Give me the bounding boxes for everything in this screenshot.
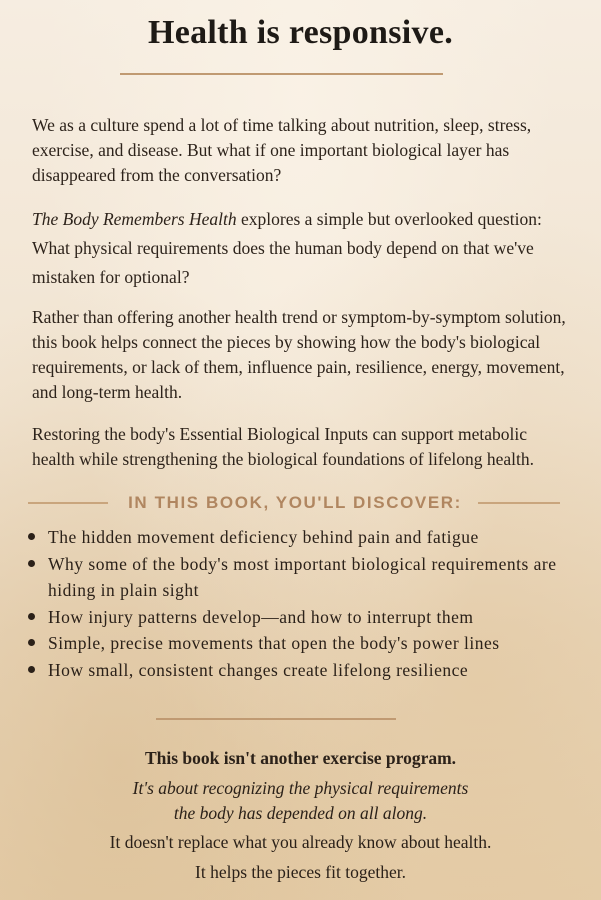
bullet-icon	[28, 560, 35, 567]
discover-list	[26, 524, 576, 683]
title-divider	[120, 73, 443, 75]
bullet-icon	[28, 533, 35, 540]
bullet-icon	[28, 639, 35, 646]
discover-divider-right	[478, 502, 560, 504]
list-item-text: Simple, precise movements that open the body's power lines	[48, 633, 500, 653]
book-title: The Body Remembers Health	[32, 209, 237, 229]
list-item	[26, 657, 576, 684]
closing-divider	[156, 718, 396, 720]
inputs-paragraph: Restoring the body's Essential Biological Inputs can support metabolic health while strengthening the biological foundations of lifelong health.	[32, 424, 535, 469]
closing-statement: This book isn't another exercise program.	[144, 748, 457, 768]
approach-paragraph: Rather than offering another health trend or symptom-by-symptom solution, this book helps connect the pieces by showing how the body's biological requirements, or lack of them, influence pain, resilience, energy, movement, and long-term health.	[32, 307, 566, 402]
closing-italic-line1: It's about recognizing the physical requirements	[132, 778, 469, 798]
intro-paragraph: We as a culture spend a lot of time talking about nutrition, sleep, stress, exercise, and disease. But what if one important biological layer has disappeared from the conversation?	[32, 115, 532, 185]
list-item	[26, 551, 576, 604]
book-question-paragraph	[32, 205, 572, 292]
list-item	[26, 630, 576, 657]
closing-final-line: It helps the pieces fit together.	[195, 862, 406, 882]
book-question-text: explores a simple but overlooked question: What physical requirements does the human body depend on that we've mistaken for optional?	[32, 209, 542, 287]
closing-italic	[0, 776, 601, 826]
page-title: Health is responsive.	[147, 14, 454, 51]
list-item-text: How injury patterns develop—and how to interrupt them	[48, 606, 474, 627]
discover-divider-left	[28, 502, 108, 504]
closing-italic-line2: the body has depended on all along.	[173, 803, 428, 823]
bullet-icon	[28, 666, 35, 673]
discover-header	[28, 490, 560, 516]
closing-line: It doesn't replace what you already know about health.	[109, 832, 492, 852]
list-item-text: Why some of the body's most important biological requirements are hiding in plain sight	[48, 553, 557, 600]
list-item	[26, 524, 576, 551]
list-item-text: The hidden movement deficiency behind pain and fatigue	[48, 527, 479, 547]
bullet-icon	[28, 613, 35, 620]
discover-heading: IN THIS BOOK, YOU'LL DISCOVER:	[128, 493, 462, 512]
list-item	[26, 604, 576, 631]
list-item-text: How small, consistent changes create lifelong resilience	[48, 659, 469, 680]
